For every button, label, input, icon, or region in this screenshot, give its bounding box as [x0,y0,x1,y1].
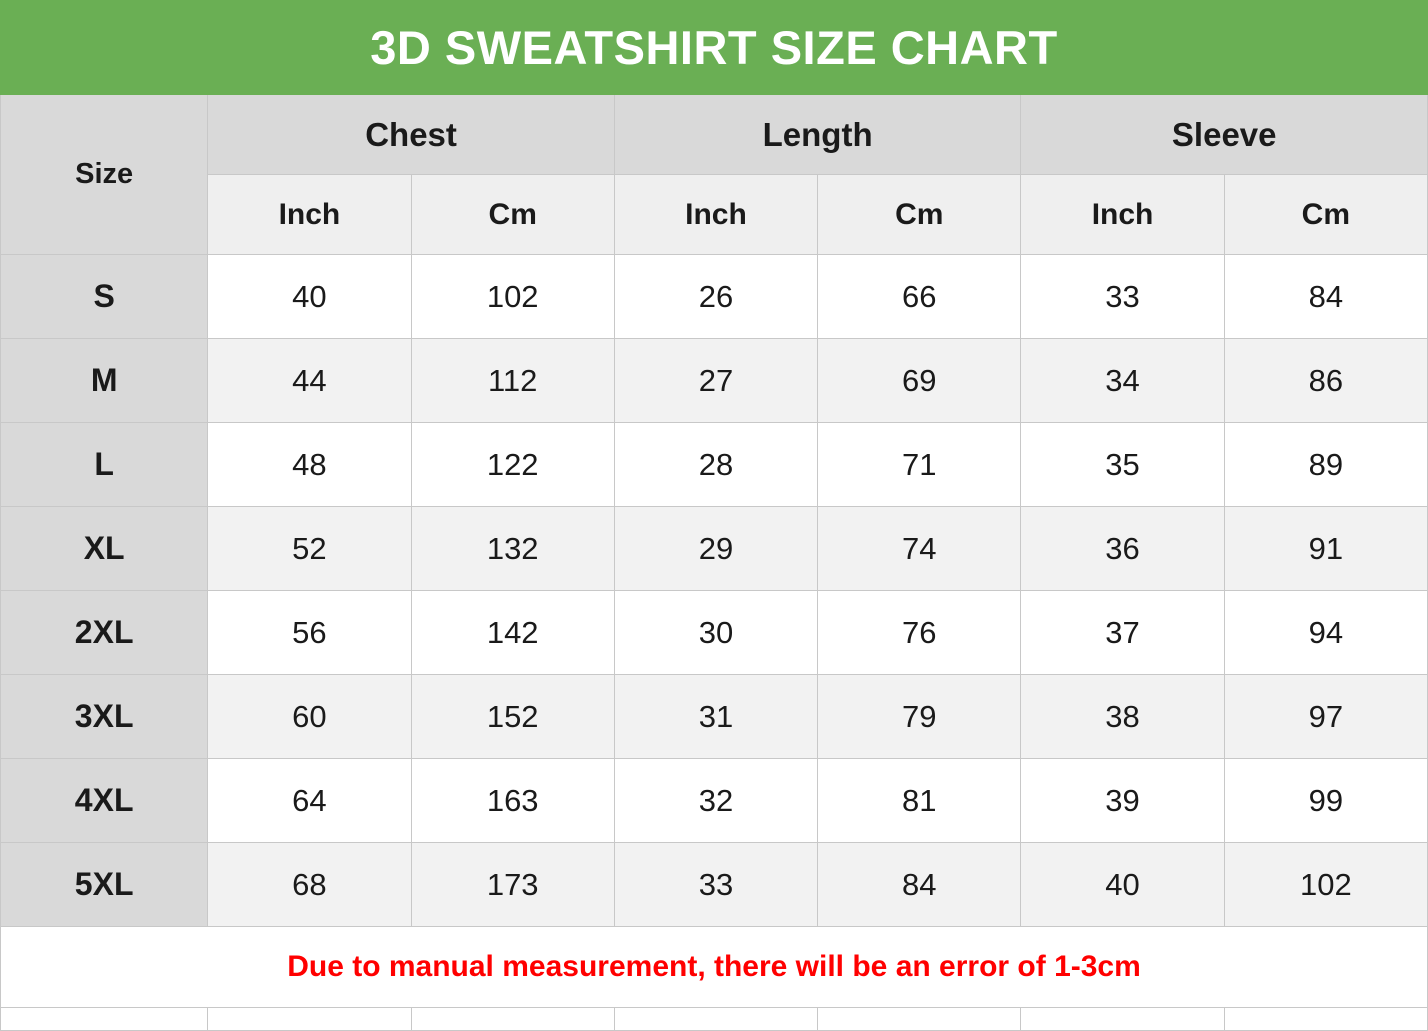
table-row [1,591,1428,675]
cell-chest-cm: 112 [411,339,614,423]
cell-chest-inch: 64 [208,759,411,843]
cell-sleeve-cm: 91 [1224,507,1427,591]
cell-length-inch: 30 [614,591,817,675]
cell-sleeve-inch: 34 [1021,339,1224,423]
tail-cell [208,1008,411,1031]
cell-length-cm: 66 [818,255,1021,339]
cell-sleeve-inch: 37 [1021,591,1224,675]
tail-cell [1224,1008,1427,1031]
cell-chest-cm: 102 [411,255,614,339]
table-row [1,339,1428,423]
row-size-label: 2XL [1,591,208,675]
table-row [1,759,1428,843]
cell-sleeve-cm: 102 [1224,843,1427,927]
row-size-label: XL [1,507,208,591]
group-header-length: Length [614,95,1021,175]
group-header-chest: Chest [208,95,615,175]
cell-sleeve-cm: 99 [1224,759,1427,843]
row-size-label: S [1,255,208,339]
row-size-label: L [1,423,208,507]
cell-length-cm: 69 [818,339,1021,423]
cell-sleeve-cm: 97 [1224,675,1427,759]
cell-chest-cm: 163 [411,759,614,843]
cell-sleeve-inch: 39 [1021,759,1224,843]
unit-header-length-inch: Inch [614,175,817,255]
cell-length-inch: 33 [614,843,817,927]
measurement-note: Due to manual measurement, there will be an error of 1-3cm [1,927,1428,1008]
unit-header-length-cm: Cm [818,175,1021,255]
tail-cell [411,1008,614,1031]
cell-length-inch: 27 [614,339,817,423]
table-row [1,843,1428,927]
unit-header-chest-cm: Cm [411,175,614,255]
cell-chest-inch: 40 [208,255,411,339]
cell-chest-inch: 48 [208,423,411,507]
cell-sleeve-inch: 38 [1021,675,1224,759]
cell-length-inch: 26 [614,255,817,339]
cell-chest-cm: 173 [411,843,614,927]
cell-length-cm: 76 [818,591,1021,675]
row-size-label: M [1,339,208,423]
row-size-label: 4XL [1,759,208,843]
cell-length-inch: 31 [614,675,817,759]
tail-cell [1,1008,208,1031]
cell-length-cm: 79 [818,675,1021,759]
note-row [1,927,1428,1008]
cell-length-inch: 29 [614,507,817,591]
cell-length-cm: 71 [818,423,1021,507]
cell-chest-inch: 56 [208,591,411,675]
tail-cell [1021,1008,1224,1031]
unit-header-row [1,175,1428,255]
tail-row [1,1008,1428,1031]
group-header-row [1,95,1428,175]
table-row [1,255,1428,339]
unit-header-sleeve-inch: Inch [1021,175,1224,255]
cell-length-cm: 84 [818,843,1021,927]
cell-sleeve-cm: 84 [1224,255,1427,339]
cell-sleeve-inch: 35 [1021,423,1224,507]
cell-chest-inch: 68 [208,843,411,927]
row-size-label: 3XL [1,675,208,759]
cell-sleeve-inch: 33 [1021,255,1224,339]
table-row [1,423,1428,507]
title-row [1,1,1428,95]
cell-chest-cm: 132 [411,507,614,591]
cell-chest-cm: 152 [411,675,614,759]
cell-length-cm: 81 [818,759,1021,843]
cell-chest-cm: 142 [411,591,614,675]
cell-sleeve-inch: 40 [1021,843,1224,927]
cell-sleeve-cm: 86 [1224,339,1427,423]
cell-length-cm: 74 [818,507,1021,591]
row-size-label: 5XL [1,843,208,927]
cell-chest-inch: 44 [208,339,411,423]
tail-cell [614,1008,817,1031]
cell-length-inch: 32 [614,759,817,843]
cell-chest-inch: 60 [208,675,411,759]
group-header-sleeve: Sleeve [1021,95,1428,175]
chart-title: 3D SWEATSHIRT SIZE CHART [1,1,1428,95]
unit-header-sleeve-cm: Cm [1224,175,1427,255]
table-row [1,507,1428,591]
size-column-header: Size [1,95,208,255]
unit-header-chest-inch: Inch [208,175,411,255]
cell-sleeve-inch: 36 [1021,507,1224,591]
cell-sleeve-cm: 94 [1224,591,1427,675]
cell-chest-cm: 122 [411,423,614,507]
table-row [1,675,1428,759]
cell-chest-inch: 52 [208,507,411,591]
cell-length-inch: 28 [614,423,817,507]
cell-sleeve-cm: 89 [1224,423,1427,507]
tail-cell [818,1008,1021,1031]
